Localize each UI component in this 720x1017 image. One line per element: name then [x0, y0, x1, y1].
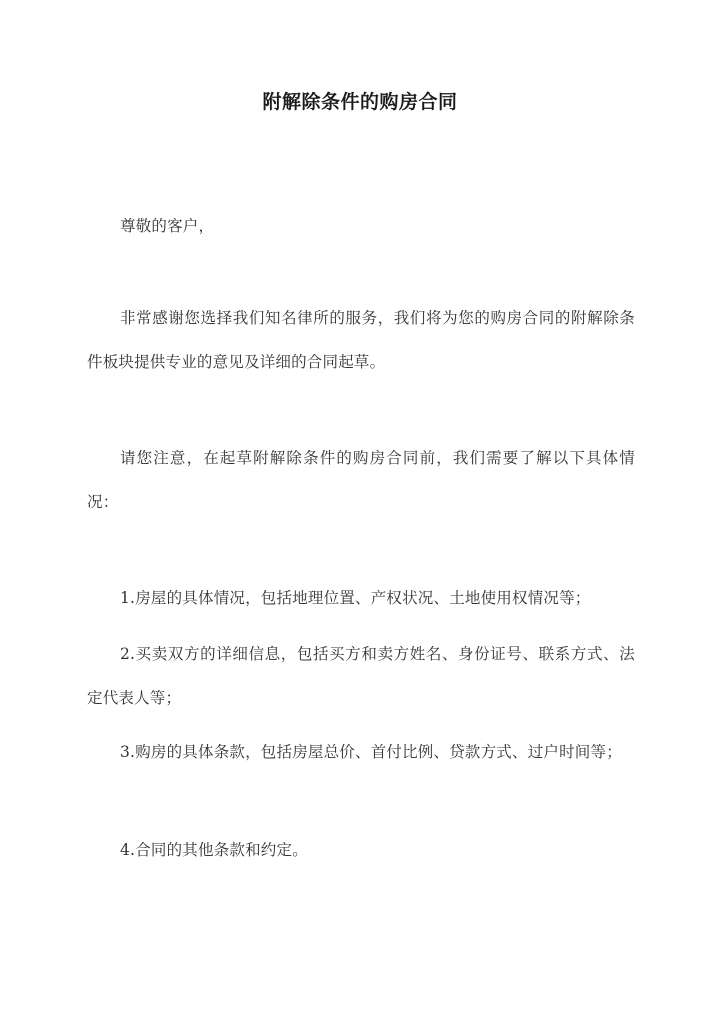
greeting-paragraph: 尊敬的客户，	[120, 216, 215, 235]
list-item: 3.购房的具体条款，包括房屋总价、首付比例、贷款方式、过户时间等；	[120, 742, 622, 761]
list-item: 2.买卖双方的详细信息，包括买方和卖方姓名、身份证号、联系方式、法定代表人等；	[87, 644, 635, 707]
list-item: 4.合同的其他条款和约定。	[120, 840, 308, 859]
intro-paragraph: 非常感谢您选择我们知名律所的服务，我们将为您的购房合同的附解除条件板块提供专业的意见及详细的合同起草。	[87, 308, 635, 371]
document-title: 附解除条件的购房合同	[262, 91, 458, 113]
list-item: 1.房屋的具体情况，包括地理位置、产权状况、土地使用权情况等；	[120, 588, 591, 607]
notice-paragraph: 请您注意，在起草附解除条件的购房合同前，我们需要了解以下具体情况：	[87, 448, 635, 511]
